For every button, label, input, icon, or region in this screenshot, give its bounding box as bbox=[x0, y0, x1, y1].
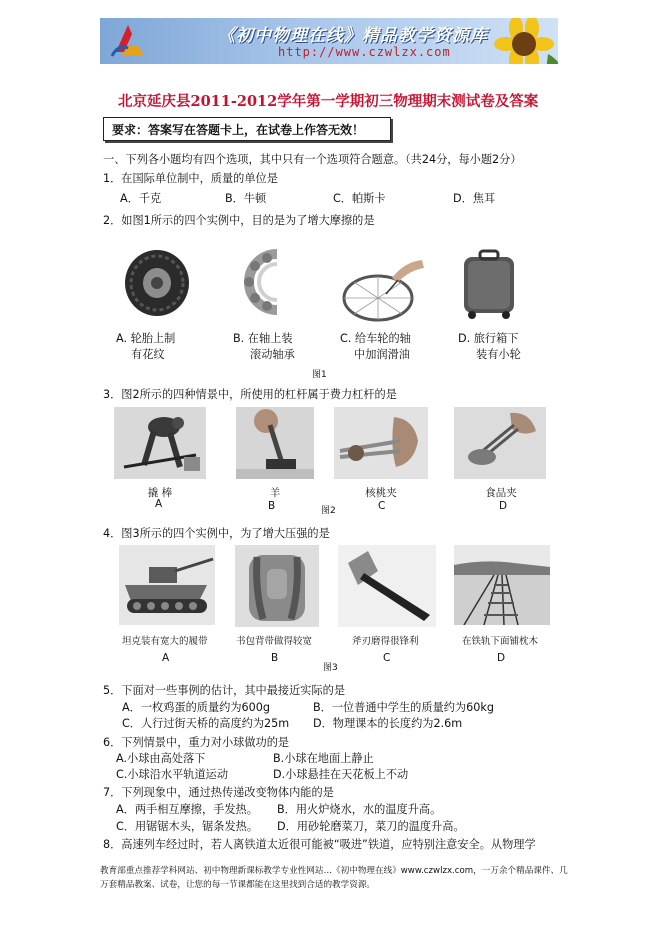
question-1-stem: 1．在国际单位制中，质量的单位是 bbox=[103, 172, 278, 185]
banner-url[interactable]: http://www.czwlzx.com bbox=[278, 45, 451, 59]
q4-letter-b: B bbox=[271, 652, 279, 664]
q4-caption-d: 在铁轨下面铺枕木 bbox=[462, 636, 539, 647]
q2-caption-c-line1: C. 给车轮的轴 bbox=[340, 332, 411, 345]
q3-letter-d: D bbox=[499, 500, 508, 512]
q4-letter-c: C bbox=[383, 652, 391, 664]
q1-option-c: C．帕斯卡 bbox=[333, 192, 386, 205]
q3-letter-a: A bbox=[155, 498, 163, 510]
crowbar-photo bbox=[114, 407, 206, 479]
q6-option-b: B.小球在地面上静止 bbox=[273, 752, 374, 765]
header-banner bbox=[100, 18, 558, 64]
q3-caption-c: 核桃夹 bbox=[365, 487, 397, 499]
document-title: 北京延庆县2011-2012学年第一学期初三物理期末测试卷及答案 bbox=[118, 93, 539, 110]
q3-caption-a: 撬 棒 bbox=[147, 487, 173, 499]
q2-caption-b-line1: B. 在轴上装 bbox=[233, 332, 293, 345]
q6-option-c: C.小球沿水平轨道运动 bbox=[116, 768, 229, 781]
figure-3-label: 图3 bbox=[323, 663, 338, 673]
q6-option-d: D.小球悬挂在天花板上不动 bbox=[273, 768, 409, 781]
requirement-box bbox=[103, 117, 391, 141]
q2-caption-b-line2: 滚动轴承 bbox=[250, 348, 295, 361]
q2-caption-d-line1: D. 旅行箱下 bbox=[458, 332, 519, 345]
q5-option-b: B．一位普通中学生的质量约为60kg bbox=[313, 701, 494, 714]
q4-letter-a: A bbox=[162, 652, 170, 664]
q3-caption-d: 食品夹 bbox=[485, 487, 517, 499]
section-heading: 一、下列各小题均有四个选项，其中只有一个选项符合题意。（共24分，每小题2分） bbox=[103, 153, 522, 166]
sunflower-icon bbox=[486, 18, 558, 64]
q2-caption-d-line2: 装有小轮 bbox=[476, 348, 521, 361]
q3-letter-c: C bbox=[378, 500, 386, 512]
suitcase-image bbox=[458, 249, 520, 321]
question-4-stem: 4．图3所示的四个实例中，为了增大压强的是 bbox=[103, 527, 330, 540]
figure-1-label: 图1 bbox=[312, 370, 327, 380]
wheel-oil-image bbox=[340, 254, 428, 324]
axe-photo bbox=[338, 545, 436, 627]
q5-option-a: A．一枚鸡蛋的质量约为600g bbox=[122, 701, 270, 714]
question-8-stem: 8．高速列车经过时，若人离铁道太近很可能被“吸进”铁道，应特别注意安全。从物理学 bbox=[103, 838, 536, 851]
banner-title: 《初中物理在线》精品教学资源库 bbox=[218, 26, 488, 46]
q2-caption-a-line2: 有花纹 bbox=[131, 348, 165, 361]
food-tongs-photo bbox=[454, 407, 546, 479]
q1-option-d: D．焦耳 bbox=[453, 192, 496, 205]
q2-caption-a-line1: A. 轮胎上制 bbox=[116, 332, 176, 345]
q1-option-b: B．牛顿 bbox=[225, 192, 267, 205]
question-3-stem: 3．图2所示的四种情景中，所使用的杠杆属于费力杠杆的是 bbox=[103, 388, 397, 401]
q4-caption-b: 书包背带做得较宽 bbox=[236, 636, 313, 647]
requirement-text: 要求：答案写在答题卡上，在试卷上作答无效！ bbox=[112, 123, 365, 137]
q6-option-a: A.小球由高处落下 bbox=[116, 752, 206, 765]
question-5-stem: 5．下面对一些事例的估计，其中最接近实际的是 bbox=[103, 684, 346, 697]
nutcracker-photo bbox=[334, 407, 428, 479]
question-2-stem: 2．如图1所示的四个实例中，目的是为了增大摩擦的是 bbox=[103, 214, 375, 227]
site-logo-icon bbox=[108, 22, 148, 60]
q7-option-a: A．两手相互摩擦，手发热。 bbox=[116, 803, 258, 816]
q3-letter-b: B bbox=[268, 500, 276, 512]
q7-option-d: D．用砂轮磨菜刀，菜刀的温度升高。 bbox=[277, 820, 465, 833]
hammer-photo bbox=[236, 407, 314, 479]
tire-image bbox=[123, 248, 191, 318]
q5-option-c: C．人行过街天桥的高度约为25m bbox=[122, 717, 290, 730]
question-7-stem: 7．下列现象中，通过热传递改变物体内能的是 bbox=[103, 786, 334, 799]
q2-caption-c-line2: 中加润滑油 bbox=[354, 348, 410, 361]
backpack-photo bbox=[235, 545, 319, 627]
tank-photo bbox=[119, 545, 215, 625]
q7-option-c: C．用锯锯木头，锯条发热。 bbox=[116, 820, 259, 833]
bearing-image bbox=[237, 246, 303, 318]
q4-caption-c: 斧刃磨得很锋利 bbox=[352, 636, 419, 647]
figure-2-label: 图2 bbox=[321, 506, 336, 516]
q5-option-d: D．物理课本的长度约为2.6m bbox=[313, 717, 463, 730]
q4-letter-d: D bbox=[497, 652, 506, 664]
q4-caption-a: 坦克装有宽大的履带 bbox=[122, 636, 208, 647]
q7-option-b: B．用火炉烧水，水的温度升高。 bbox=[277, 803, 442, 816]
railway-photo bbox=[454, 545, 550, 625]
question-6-stem: 6．下列情景中，重力对小球做功的是 bbox=[103, 736, 290, 749]
q1-option-a: A．千克 bbox=[120, 192, 162, 205]
page-footer: 教育部重点推荐学科网站、初中物理新课标教学专业性网站…《初中物理在线》www.czwlzx.com，一万余个精品课件、几万套精品教案、试卷，让您的每一节课都能在这里找到合适的教学资源。 bbox=[100, 866, 568, 890]
q3-caption-b: 羊 bbox=[269, 487, 281, 499]
